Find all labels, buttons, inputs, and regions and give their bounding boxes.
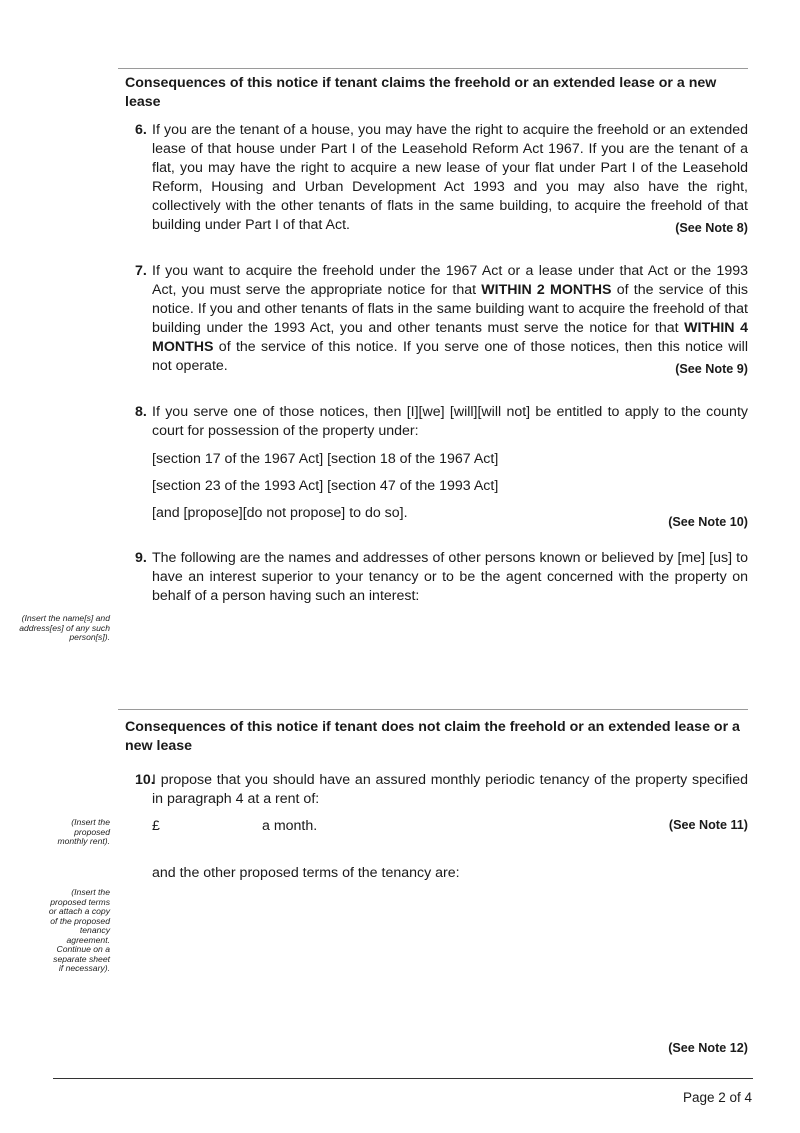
see-note-11: (See Note 11)	[668, 818, 748, 832]
option-sections-1967: [section 17 of the 1967 Act] [section 18 of the 1967 Act]	[152, 451, 499, 467]
page-number: Page 2 of 4	[682, 1090, 752, 1105]
deadline-2-months: WITHIN 2 MONTHS	[481, 282, 612, 298]
see-note-12: (See Note 12)	[668, 1041, 748, 1055]
paragraph-text: If you are the tenant of a house, you may have the right to acquire the freehold or an extended lease of that house under Part I of the Leasehold Reform Act 1967. If you are the tenant of a flat, you may have the right to acquire a new lease of your flat under Part I of the Leasehold Reform, Housing and Urban Development Act 1993 and you may also have the right, collectively with the other tenants of flats in the same building, to acquire the freehold of that building under Part I of that Act.	[152, 122, 748, 233]
paragraph-number: 10.	[135, 772, 155, 788]
rent-per-month-label: a month.	[262, 818, 318, 834]
top-divider	[118, 68, 748, 69]
section-heading-claims: Consequences of this notice if tenant claims the freehold or an extended lease or a new lease	[125, 75, 717, 110]
paragraph-7	[135, 262, 748, 379]
paragraph-8	[135, 403, 748, 441]
paragraph-number: 8.	[135, 404, 147, 420]
margin-note-rent: (Insert the proposed monthly rent).	[57, 817, 110, 846]
see-note-8: (See Note 8)	[675, 221, 748, 235]
paragraph-text: I propose that you should have an assured monthly periodic tenancy of the property specified in paragraph 4 at a rent of:	[152, 772, 748, 807]
option-propose: [and [propose][do not propose] to do so].	[152, 505, 408, 521]
footer-divider	[53, 1078, 753, 1079]
currency-symbol: £	[152, 818, 160, 834]
deadline-4-months: WITHIN 4 MONTHS	[152, 320, 748, 355]
paragraph-10	[135, 771, 748, 809]
section-divider	[118, 709, 748, 710]
see-note-9: (See Note 9)	[675, 362, 748, 376]
section-heading-no-claim: Consequences of this notice if tenant does not claim the freehold or an extended lease or a new lease	[125, 719, 740, 754]
option-sections-1993: [section 23 of the 1993 Act] [section 47 of the 1993 Act]	[152, 478, 499, 494]
paragraph-text-c: of the service of this notice. If you serve one of those notices, then this notice will not operate.	[152, 339, 748, 374]
paragraph-number: 9.	[135, 550, 147, 566]
paragraph-text-b: of the service of this notice. If you and other tenants of flats in the same building want to acquire the freehold of that building under the 1993 Act, you and other tenants must serve the notice for that	[152, 282, 748, 336]
paragraph-text: If you serve one of those notices, then [I][we] [will][will not] be entitled to apply to the county court for possession of the property under:	[152, 404, 748, 439]
paragraph-text: The following are the names and addresses of other persons known or believed by [me] [us] to have an interest superior to your tenancy or to be the agent concerned with the property on behalf of a person having such an interest:	[152, 550, 748, 604]
paragraph-text-a: If you want to acquire the freehold under the 1967 Act or a lease under that Act or the 1993 Act, you must serve the appropriate notice for that	[152, 263, 748, 298]
see-note-10: (See Note 10)	[668, 515, 748, 529]
margin-note-persons: (Insert the name[s] and address[es] of any such person[s]).	[19, 613, 110, 642]
paragraph-number: 7.	[135, 263, 147, 279]
paragraph-number: 6.	[135, 122, 147, 138]
other-terms-label: and the other proposed terms of the tenancy are:	[152, 865, 460, 881]
margin-note-terms: (Insert the proposed terms or attach a copy of the proposed tenancy agreement. Continue on a separate sheet if necessary).	[48, 887, 110, 973]
paragraph-9	[135, 549, 748, 606]
paragraph-6	[135, 121, 748, 238]
